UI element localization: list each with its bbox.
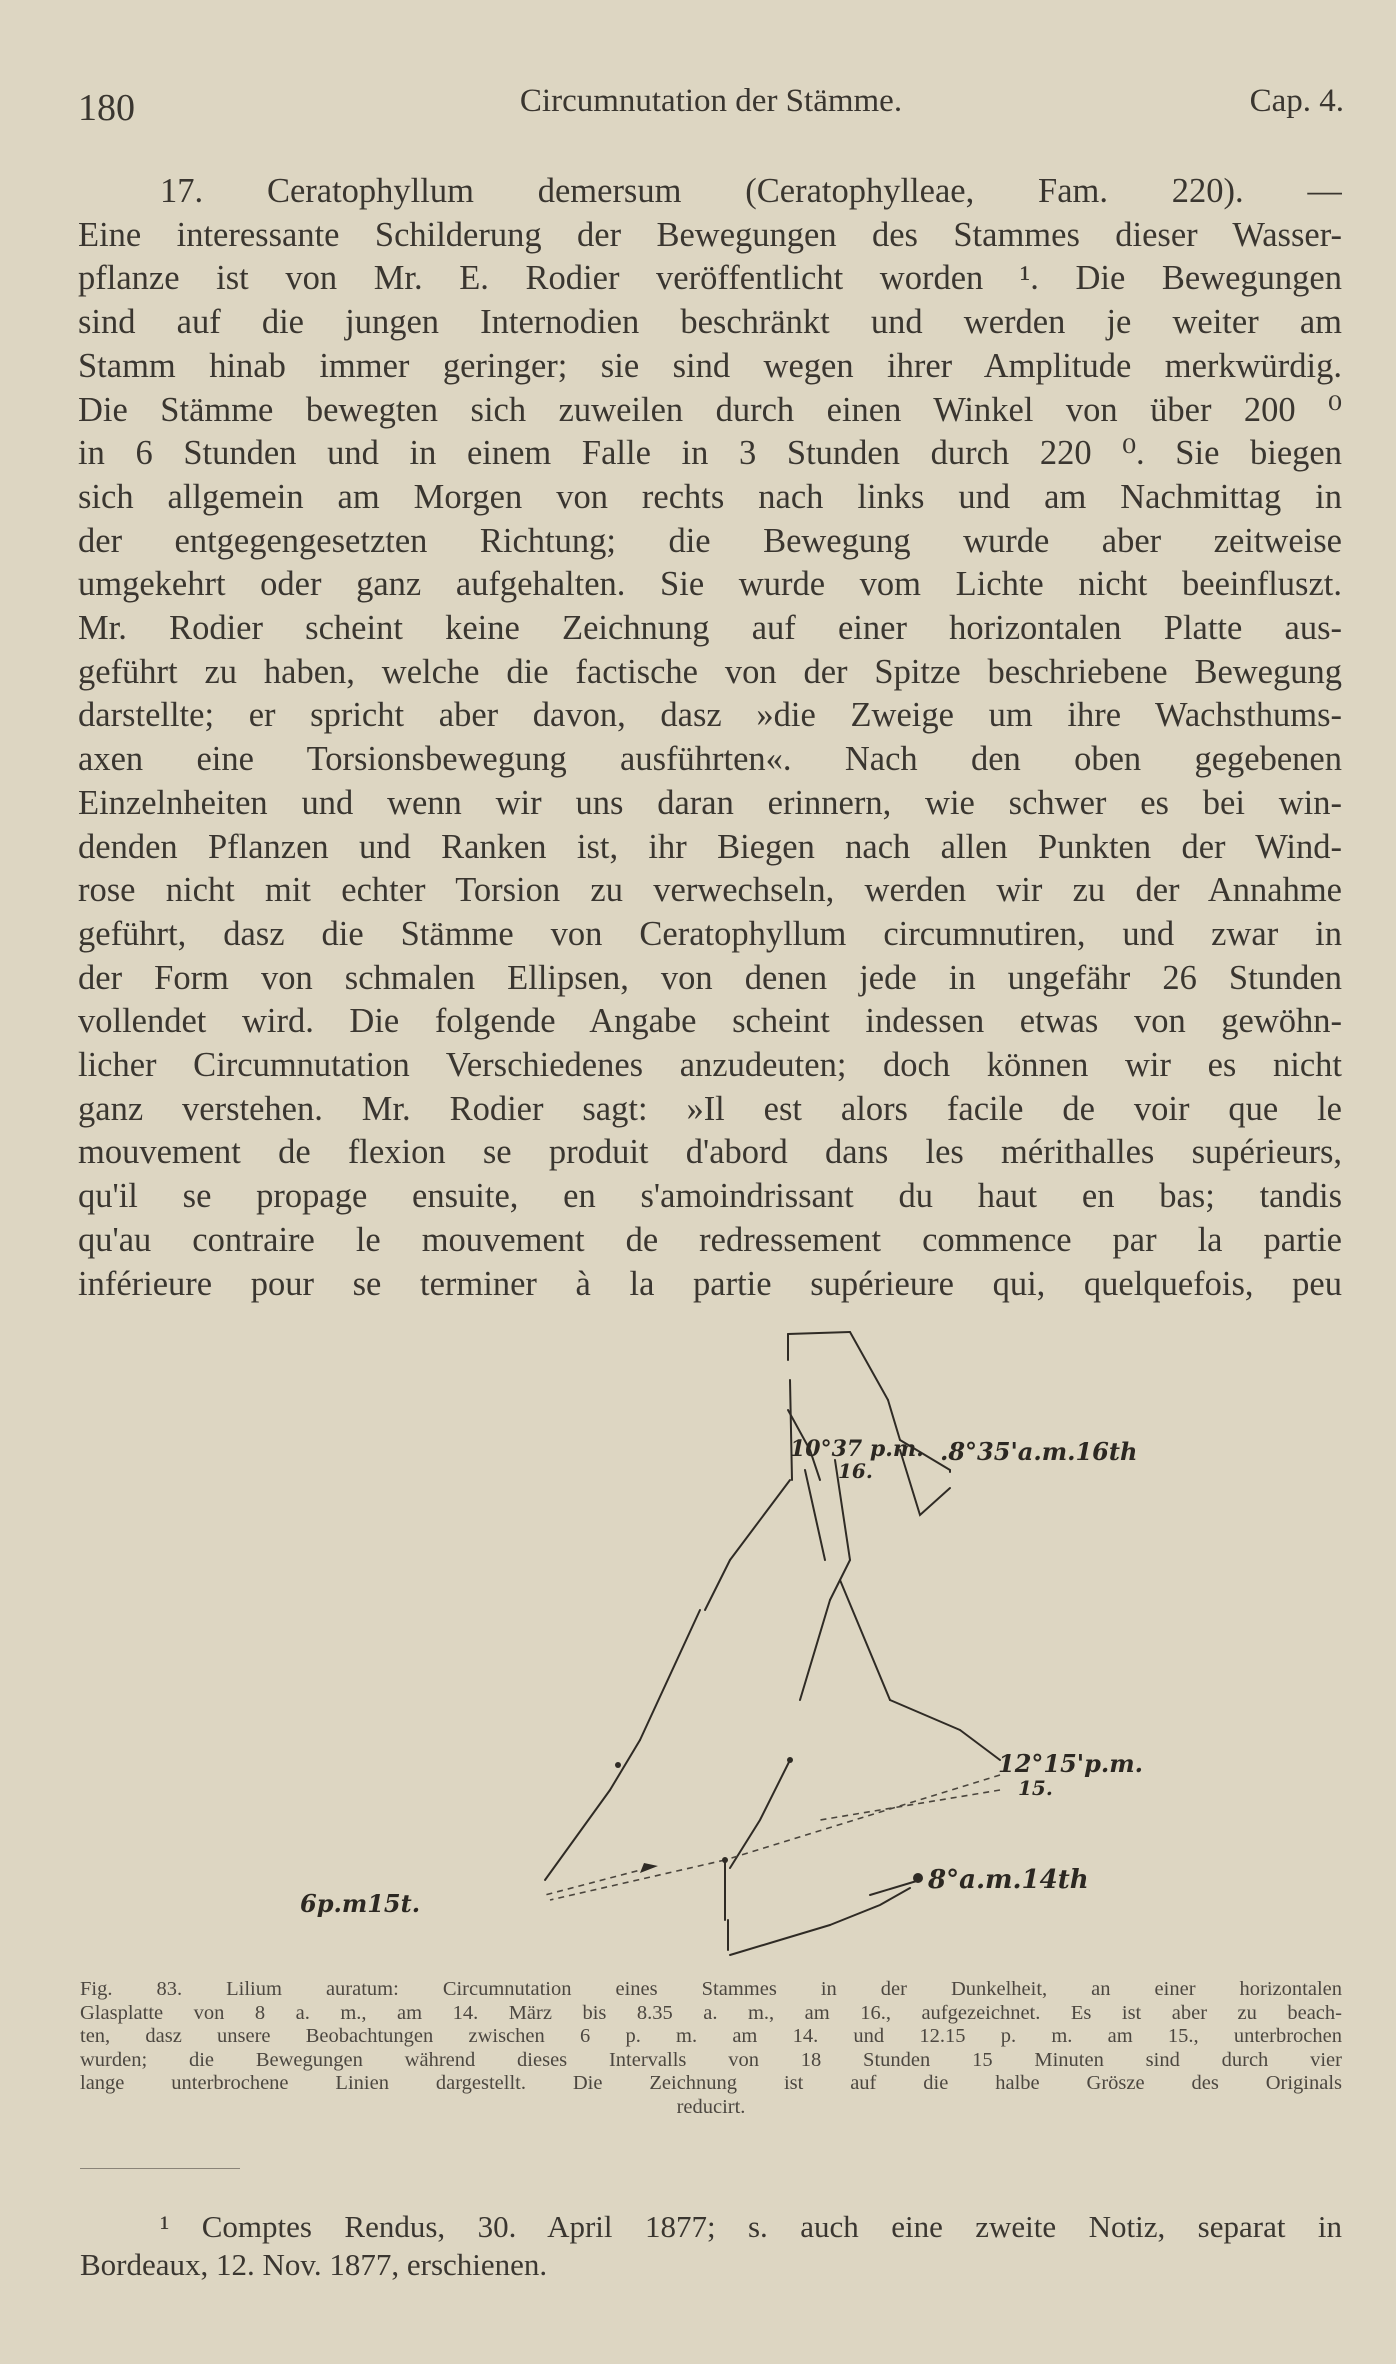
caption-line: Glasplatte von 8 a. m., am 14. März bis 8.35 a. m., am 16., aufgezeichnet. Es ist aber zu beach- — [80, 2001, 1342, 2024]
body-line: ganz verstehen. Mr. Rodier sagt: »Il est alors facile de voir que le — [78, 1089, 1342, 1128]
body-line: Mr. Rodier scheint keine Zeichnung auf einer horizontalen Platte aus- — [78, 609, 1342, 648]
dashed-interval-line — [820, 1790, 1000, 1820]
body-line: Eine interessante Schilderung der Bewegungen des Stammes dieser Wasser- — [78, 215, 1342, 254]
trace-segment — [730, 1480, 790, 1560]
label-6pm: 6p.m15t. — [300, 1889, 421, 1918]
label-1037: 10°37 p.m. — [790, 1436, 924, 1462]
body-line: der Form von schmalen Ellipsen, von denen jede in ungefähr 26 Stunden — [78, 958, 1342, 997]
arrow-head — [640, 1863, 658, 1873]
body-line: denden Pflanzen und Ranken ist, ihr Biegen nach allen Punkten der Wind- — [78, 827, 1342, 866]
body-line: Einzelnheiten und wenn wir uns daran erinnern, wie schwer es bei win- — [78, 783, 1342, 822]
trace-segment — [545, 1790, 610, 1880]
footnote-divider — [80, 2168, 240, 2169]
label-1215: 12°15'p.m. — [998, 1749, 1144, 1778]
dashed-interval-line — [550, 1860, 725, 1900]
footnote-line: Bordeaux, 12. Nov. 1877, erschienen. — [80, 2247, 548, 2282]
trace-segment — [870, 1880, 920, 1895]
body-paragraph — [78, 170, 1342, 1306]
body-line: inférieure pour se terminer à la partie supérieure qui, quelquefois, peu — [78, 1264, 1342, 1303]
footnote-line: ¹ Comptes Rendus, 30. April 1877; s. auch eine zweite Notiz, separat in — [160, 2209, 1342, 2244]
body-line: darstellte; er spricht aber davon, dasz »die Zweige um ihre Wachsthums- — [78, 696, 1342, 735]
page-header — [78, 78, 1344, 138]
body-line: axen eine Torsionsbewegung ausführten«. Nach den oben gegebenen — [78, 740, 1342, 779]
trace-segment — [790, 1380, 792, 1480]
running-title: Circumnutation der Stämme. — [519, 83, 903, 119]
body-line: 17. Ceratophyllum demersum (Ceratophylleae, Fam. 220). — — [160, 172, 1342, 210]
body-line: mouvement de flexion se produit d'abord dans les mérithalles supérieurs, — [78, 1133, 1342, 1172]
label-8am: 8°a.m.14th — [928, 1865, 1089, 1895]
caption-line: reducirt. — [676, 2095, 746, 2118]
body-line: licher Circumnutation Verschiedenes anzudeuten; doch können wir es nicht — [78, 1046, 1342, 1085]
body-line: umgekehrt oder ganz aufgehalten. Sie wurde vom Lichte nicht beeinfluszt. — [78, 565, 1342, 604]
trace-segment — [788, 1332, 850, 1334]
body-line: qu'il se propage ensuite, en s'amoindrissant du haut en bas; tandis — [78, 1177, 1342, 1216]
body-line: qu'au contraire le mouvement de redressement commence par la partie — [78, 1220, 1342, 1259]
trace-dot — [787, 1757, 793, 1763]
body-line: in 6 Stunden und in einem Falle in 3 Stunden durch 220 ⁰. Sie biegen — [78, 434, 1342, 473]
trace-segment — [840, 1580, 890, 1700]
dashed-interval-line — [725, 1775, 1000, 1860]
trace-segment — [730, 1925, 830, 1955]
chapter-label: Cap. 4. — [1249, 83, 1344, 119]
trace-segment — [610, 1740, 640, 1790]
trace-dot — [913, 1873, 923, 1883]
trace-dot — [722, 1857, 728, 1863]
caption-line: lange unterbrochene Linien dargestellt. Die Zeichnung ist auf die halbe Grösze des Originals — [80, 2072, 1342, 2094]
caption-line: wurden; die Bewegungen während dieses Intervalls von 18 Stunden 15 Minuten sind durch vier — [80, 2048, 1342, 2071]
page-number: 180 — [78, 87, 135, 129]
circumnutation-figure — [260, 1320, 1160, 1980]
trace-segment — [730, 1760, 790, 1868]
body-line: pflanze ist von Mr. E. Rodier veröffentlicht worden ¹. Die Bewegungen — [78, 259, 1342, 298]
trace-segment — [640, 1610, 700, 1740]
body-line: sich allgemein am Morgen von rechts nach links und am Nachmittag in — [78, 477, 1342, 516]
trace-segment — [888, 1400, 900, 1440]
body-line: rose nicht mit echter Torsion zu verwechseln, werden wir zu der Annahme — [78, 871, 1342, 910]
label-835: .8°35'a.m.16th — [940, 1437, 1138, 1466]
body-line: vollendet wird. Die folgende Angabe scheint indessen etwas von gewöhn- — [78, 1002, 1342, 1041]
figure-caption — [80, 1978, 1342, 2119]
trace-segment — [705, 1560, 730, 1610]
caption-line: ten, dasz unsere Beobachtungen zwischen 6 p. m. am 14. und 12.15 p. m. am 15., unterbrochen — [80, 2025, 1342, 2047]
trace-segment — [805, 1470, 825, 1560]
trace-segment — [850, 1332, 888, 1400]
body-line: geführt zu haben, welche die factische von der Spitze beschriebene Bewegung — [78, 652, 1342, 691]
body-line: geführt, dasz die Stämme von Ceratophyllum circumnutiren, und zwar in — [78, 914, 1342, 953]
body-line: Die Stämme bewegten sich zuweilen durch einen Winkel von über 200 ⁰ — [78, 390, 1342, 429]
trace-segment — [960, 1730, 1000, 1760]
trace-dot — [615, 1762, 621, 1768]
trace-segment — [800, 1600, 830, 1700]
body-line: Stamm hinab immer geringer; sie sind wegen ihrer Amplitude merkwürdig. — [78, 346, 1342, 385]
circumnutation-tracing — [260, 1320, 1160, 1980]
body-line: der entgegengesetzten Richtung; die Bewegung wurde aber zeitweise — [78, 521, 1342, 560]
footnote — [80, 2208, 1342, 2284]
dashed-interval-line — [545, 1868, 648, 1895]
trace-segment — [890, 1700, 960, 1730]
label-1037-date: 16. — [838, 1459, 873, 1483]
caption-line: Fig. 83. Lilium auratum: Circumnutation eines Stammes in der Dunkelheit, an einer horizontalen — [80, 1978, 1342, 2000]
trace-segment — [830, 1888, 910, 1925]
body-line: sind auf die jungen Internodien beschränkt und werden je weiter am — [78, 303, 1342, 342]
label-1215-date: 15. — [1018, 1776, 1053, 1800]
